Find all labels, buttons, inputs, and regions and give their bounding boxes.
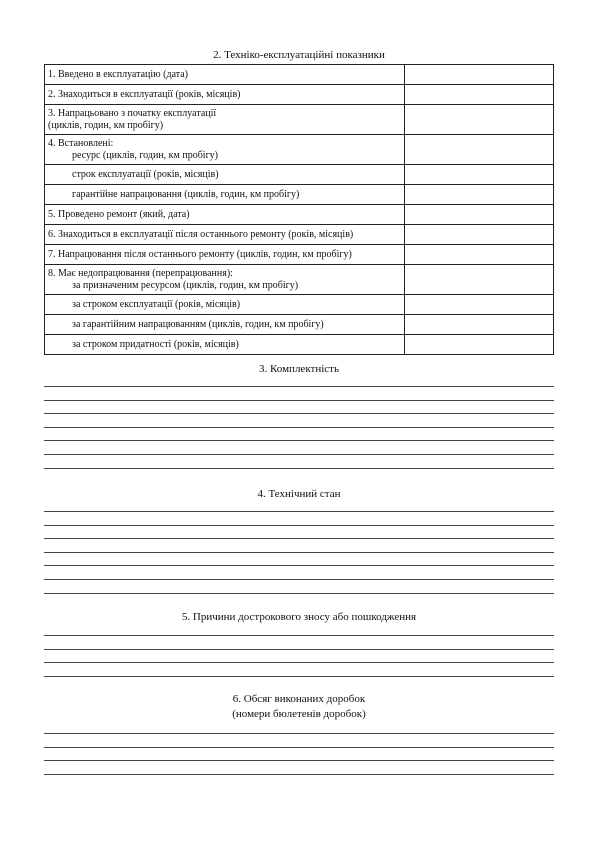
blank-line[interactable] [44, 662, 554, 663]
row-label: 5. Проведено ремонт (який, дата) [45, 205, 405, 225]
row-value-cell[interactable] [405, 265, 554, 295]
row-label: 2. Знаходиться в експлуатації (років, місяців) [45, 85, 405, 105]
blank-line[interactable] [44, 593, 554, 594]
section5-title: 5. Причини дострокового зносу або пошкодження [181, 611, 417, 623]
row-value-cell[interactable] [405, 85, 554, 105]
blank-line[interactable] [44, 649, 554, 650]
row-label: 1. Введено в експлуатацію (дата) [45, 65, 405, 85]
blank-line[interactable] [44, 733, 554, 734]
blank-line[interactable] [44, 525, 554, 526]
modifications-lines [44, 733, 554, 787]
table-row [45, 185, 554, 205]
row-label: за гарантійним напрацюванням (циклів, годин, км пробігу) [45, 315, 405, 335]
blank-line[interactable] [44, 386, 554, 387]
row-value-cell[interactable] [405, 245, 554, 265]
blank-line[interactable] [44, 468, 554, 469]
table-row [45, 315, 554, 335]
table-row [45, 335, 554, 355]
row-label: гарантійне напрацювання (циклів, годин, км пробігу) [45, 185, 405, 205]
blank-line[interactable] [44, 579, 554, 580]
row-value-cell[interactable] [405, 185, 554, 205]
row-label-cell [45, 105, 405, 135]
row-label: за строком експлуатації (років, місяців) [45, 295, 405, 315]
row-value-cell[interactable] [405, 205, 554, 225]
row-value-cell[interactable] [405, 65, 554, 85]
blank-line[interactable] [44, 538, 554, 539]
row-label: 8. Має недопрацювання (перепрацювання): [48, 267, 233, 279]
row-sublabel: за призначеним ресурсом (циклів, годин, км пробігу) [72, 279, 299, 291]
row-label: за строком придатності (років, місяців) [45, 335, 405, 355]
row-label-cell [45, 135, 405, 165]
blank-line[interactable] [44, 511, 554, 512]
row-value-cell[interactable] [405, 165, 554, 185]
row-sublabel: ресурс (циклів, годин, км пробігу) [72, 149, 219, 161]
blank-line[interactable] [44, 400, 554, 401]
table-row [45, 245, 554, 265]
blank-line[interactable] [44, 635, 554, 636]
row-label: 3. Напрацьовано з початку експлуатації [48, 107, 217, 119]
table-row [45, 65, 554, 85]
blank-line[interactable] [44, 440, 554, 441]
section2-title: 2. Техніко-експлуатаційні показники [213, 49, 385, 61]
table-row [45, 135, 554, 165]
blank-line[interactable] [44, 454, 554, 455]
table-row [45, 265, 554, 295]
row-label-cell [45, 265, 405, 295]
section6-subtitle: (номери бюлетенів доробок) [232, 708, 366, 720]
blank-line[interactable] [44, 552, 554, 553]
table-row [45, 85, 554, 105]
section6-title: 6. Обсяг виконаних доробок [232, 693, 366, 705]
blank-line[interactable] [44, 413, 554, 414]
table-row [45, 295, 554, 315]
row-label-continued: (циклів, годин, км пробігу) [48, 119, 164, 131]
blank-line[interactable] [44, 747, 554, 748]
section3-title: 3. Комплектність [259, 363, 339, 375]
row-label: 4. Встановлені: [48, 137, 114, 149]
technical-indicators-table [44, 64, 554, 355]
wear-causes-lines [44, 635, 554, 689]
blank-line[interactable] [44, 676, 554, 677]
row-value-cell[interactable] [405, 225, 554, 245]
blank-line[interactable] [44, 760, 554, 761]
completeness-lines [44, 386, 554, 481]
table-row [45, 225, 554, 245]
row-value-cell[interactable] [405, 315, 554, 335]
row-label: строк експлуатації (років, місяців) [45, 165, 405, 185]
blank-line[interactable] [44, 427, 554, 428]
row-value-cell[interactable] [405, 335, 554, 355]
row-label: 6. Знаходиться в експлуатації після останнього ремонту (років, місяців) [45, 225, 405, 245]
row-value-cell[interactable] [405, 135, 554, 165]
row-label: 7. Напрацювання після останнього ремонту (циклів, годин, км пробігу) [45, 245, 405, 265]
table-row [45, 105, 554, 135]
row-value-cell[interactable] [405, 295, 554, 315]
table-row [45, 165, 554, 185]
row-value-cell[interactable] [405, 105, 554, 135]
technical-condition-lines [44, 511, 554, 606]
blank-line[interactable] [44, 565, 554, 566]
blank-line[interactable] [44, 774, 554, 775]
section4-title: 4. Технічний стан [257, 488, 341, 500]
table-row [45, 205, 554, 225]
